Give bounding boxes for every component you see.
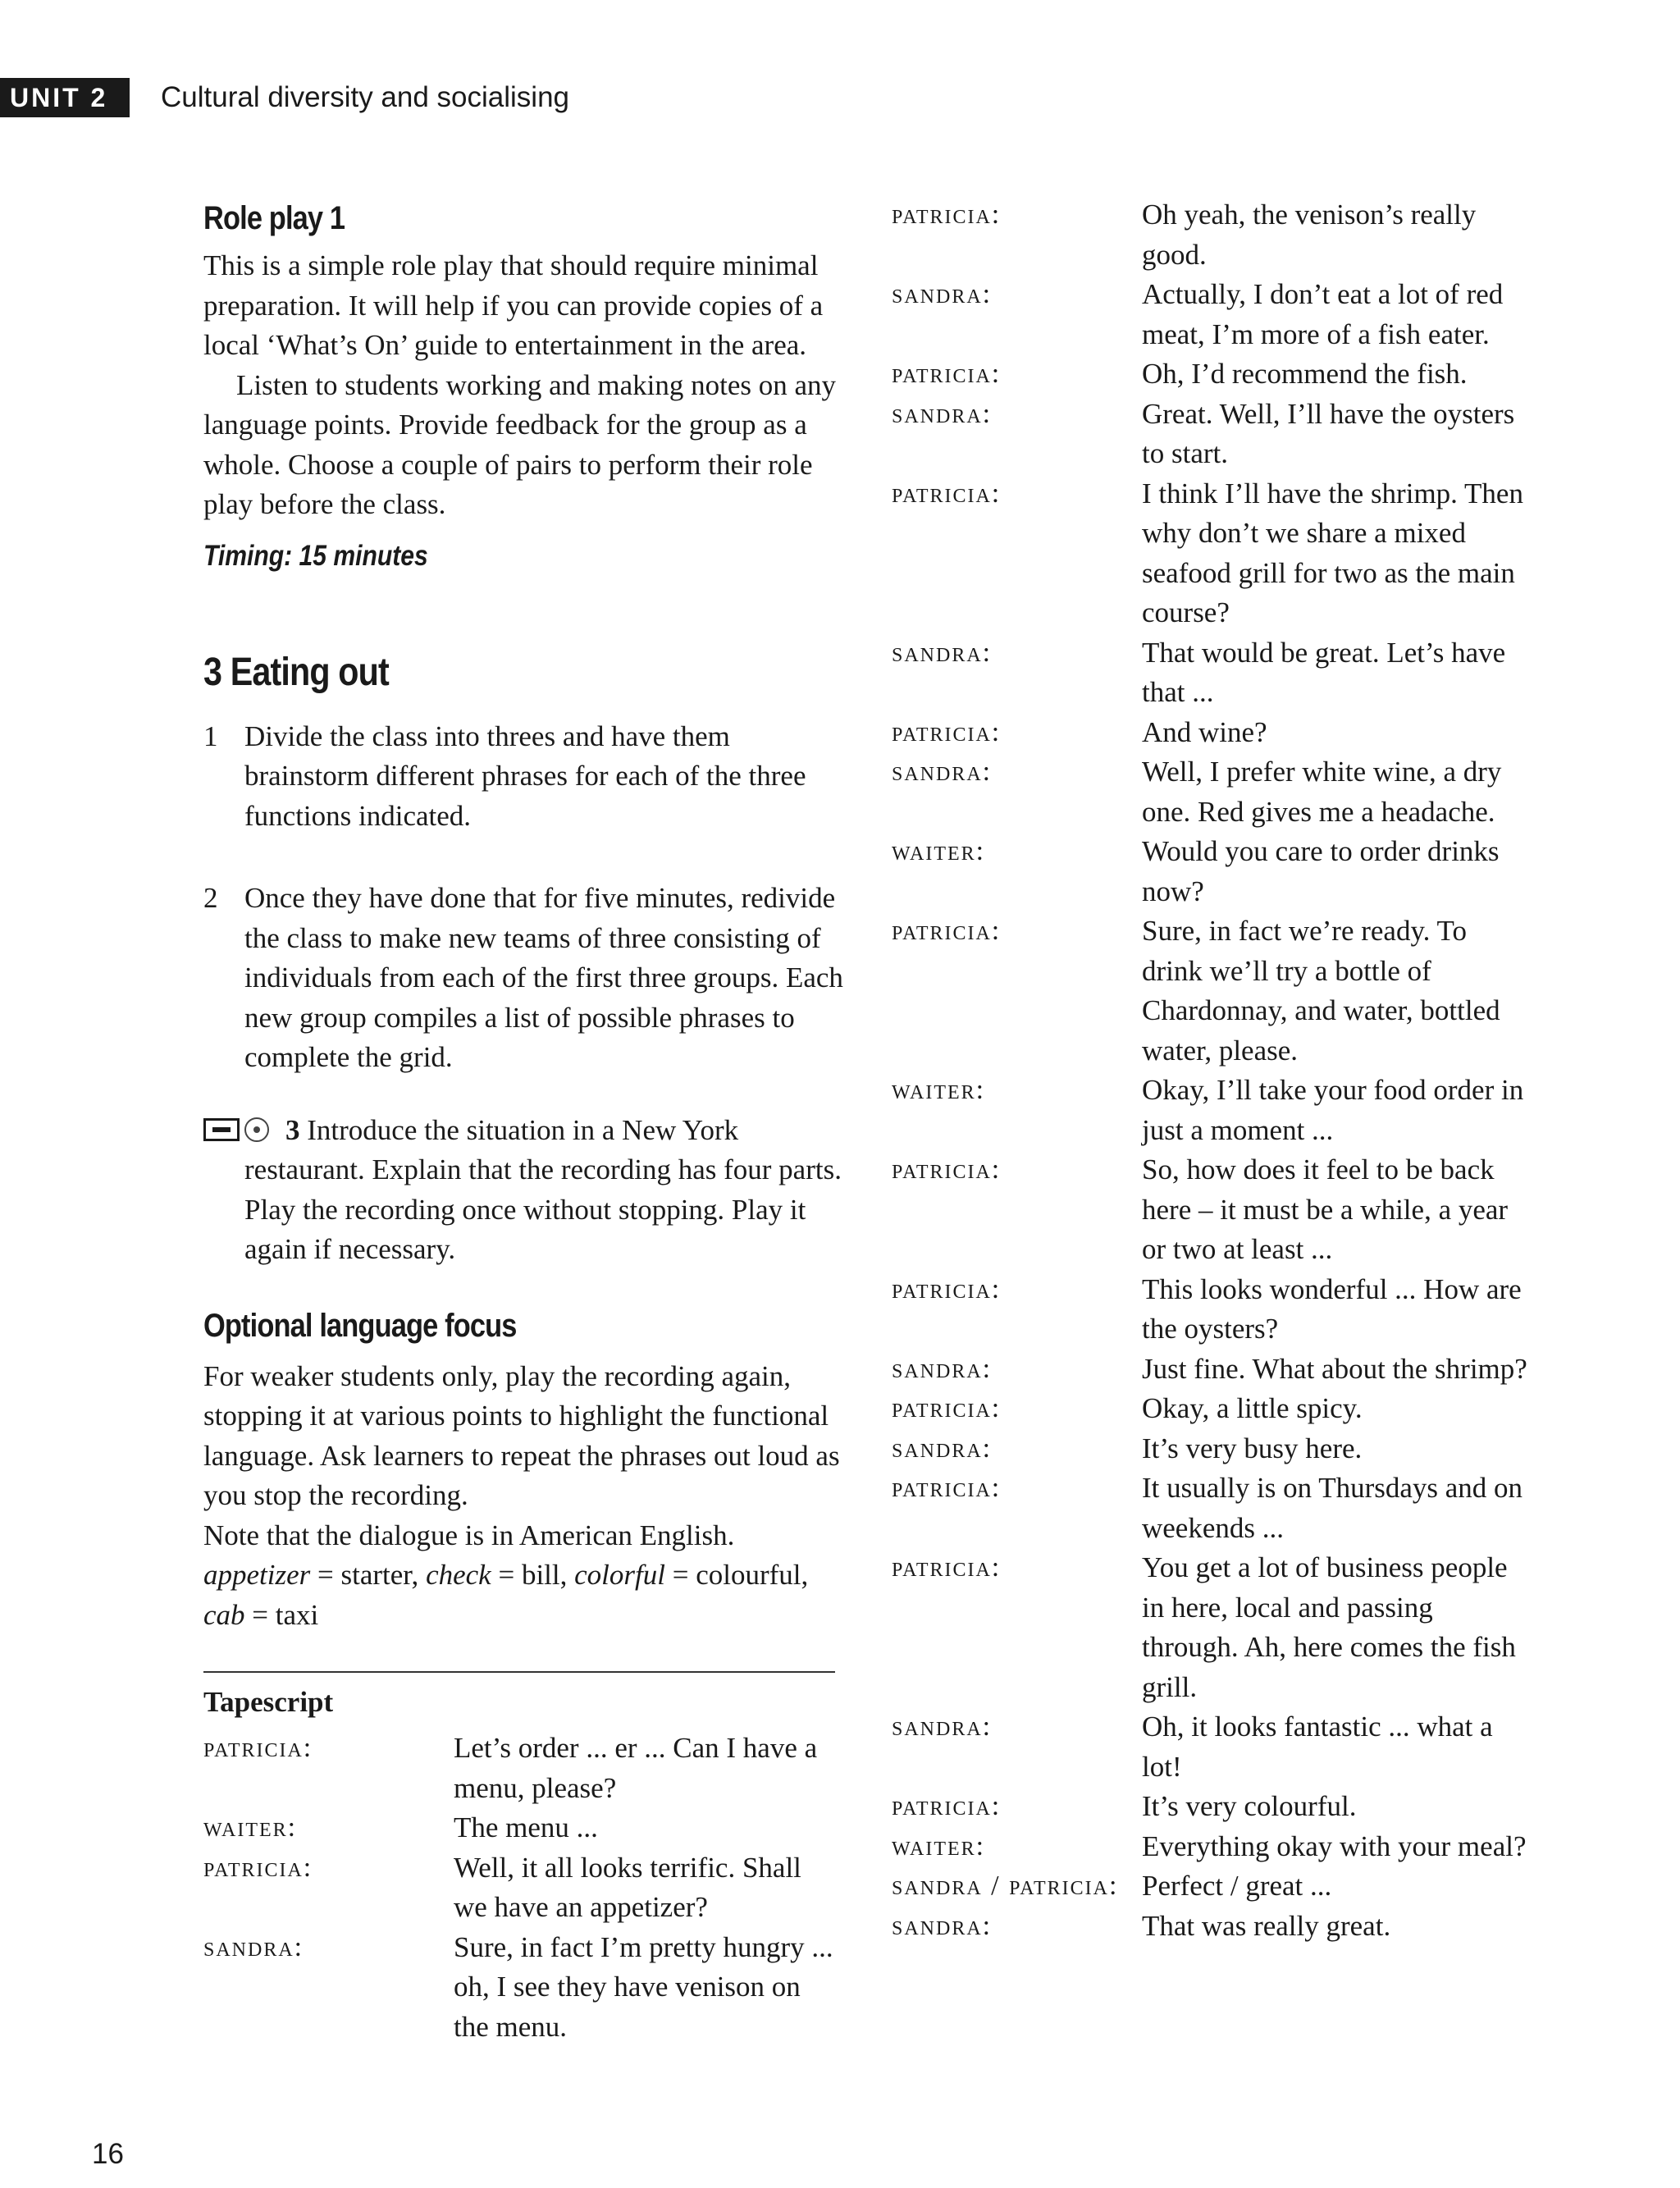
dialogue-line: I think I’ll have the shrimp. Then why don’t we share a mixed seafood grill for two as the main course? [1142, 477, 1523, 628]
dialogue-line: Perfect / great ... [1142, 1870, 1332, 1902]
speaker-name: patricia: [203, 1852, 313, 1883]
instruction-number: 3 [285, 1113, 300, 1146]
dialogue-line: You get a lot of business people in here, local and passing through. Ah, here comes the fish grill. [1142, 1551, 1516, 1703]
dialogue-line: Well, it all looks terrific. Shall we have an appetizer? [454, 1851, 801, 1923]
instruction-text: Once they have done that for five minutes, redivide the class to make new teams of three consisting of individuals from each of the first three groups. Each new group compiles a list of possible phrases to complete the grid. [244, 882, 843, 1073]
speaker-name: sandra: [892, 637, 993, 668]
dialogue-line: Okay, I’ll take your food order in just a moment ... [1142, 1074, 1524, 1146]
speaker-name: sandra: [892, 756, 993, 787]
dialogue-line: Just fine. What about the shrimp? [1142, 1352, 1527, 1385]
instruction-item-1 [203, 717, 843, 837]
dialogue-line: It’s very busy here. [1142, 1432, 1363, 1464]
dialogue-line: Sure, in fact I’m pretty hungry ... oh, I see they have venison on the menu. [454, 1930, 833, 2043]
role-play-timing: Timing: 15 minutes [203, 539, 428, 572]
language-focus-heading: Optional language focus [203, 1307, 517, 1344]
dialogue-line: It’s very colourful. [1142, 1790, 1357, 1822]
speaker-name: sandra: [892, 398, 993, 429]
speaker-name: sandra: [892, 279, 993, 309]
vocab-us-term: check [426, 1559, 491, 1591]
dialogue-line: Sure, in fact we’re ready. To drink we’ll try a bottle of Chardonnay, and water, bottled water, please. [1142, 915, 1500, 1067]
speaker-name: waiter: [892, 1830, 986, 1861]
dialogue-line: That was really great. [1142, 1909, 1391, 1942]
speaker-name: waiter: [203, 1812, 298, 1843]
instruction-number: 2 [203, 882, 218, 914]
language-focus-text: For weaker students only, play the recording again, stopping it at various points to highlight the functional language. Ask learners to repeat the phrases out loud as you stop the recording. [203, 1359, 840, 1511]
language-focus-note: Note that the dialogue is in American English. [203, 1519, 735, 1551]
right-column [892, 195, 1532, 1946]
dialogue-line: Oh, it looks fantastic ... what a lot! [1142, 1711, 1493, 1783]
vocab-us-term: colorful [574, 1559, 665, 1591]
dialogue-line: Great. Well, I’ll have the oysters to start. [1142, 397, 1515, 469]
dialogue-line: And wine? [1142, 715, 1267, 748]
dialogue-line: It usually is on Thursdays and on weekends ... [1142, 1472, 1523, 1544]
speaker-name: waiter: [892, 1075, 986, 1105]
vocab-uk-term: = taxi [244, 1598, 319, 1631]
speaker-name: patricia: [892, 716, 1002, 747]
page-number: 16 [92, 2138, 124, 2170]
speaker-name: patricia: [892, 359, 1002, 389]
instruction-text: Divide the class into threes and have them brainstorm different phrases for each of the three functions indicated. [244, 719, 806, 832]
speaker-name: patricia: [892, 1473, 1002, 1503]
divider [203, 1671, 835, 1673]
dialogue-line: Everything okay with your meal? [1142, 1829, 1527, 1862]
instruction-item-2 [203, 879, 843, 1078]
dialogue-line: Oh, I’d recommend the fish. [1142, 358, 1468, 390]
section-heading-eating-out: 3 Eating out [203, 650, 389, 694]
speaker-name: patricia: [203, 1733, 313, 1763]
vocab-us-term: cab [203, 1598, 245, 1631]
dialogue-line: This looks wonderful ... How are the oysters? [1142, 1272, 1522, 1345]
dialogue-line: Okay, a little spicy. [1142, 1392, 1363, 1424]
vocab-us-term: appetizer [203, 1559, 311, 1591]
audio-icons [203, 1117, 269, 1142]
vocab-uk-term: = colourful, [664, 1559, 809, 1591]
speaker-name: patricia: [892, 1273, 1002, 1304]
unit-title: Cultural diversity and socialising [161, 81, 569, 113]
speaker-name: patricia: [892, 916, 1002, 946]
tapescript-heading: Tapescript [203, 1686, 334, 1718]
cd-icon [244, 1117, 269, 1142]
speaker-name: patricia: [892, 1154, 1002, 1185]
vocab-uk-term: = bill, [491, 1559, 575, 1591]
dialogue-line: Actually, I don’t eat a lot of red meat, I’m more of a fish eater. [1142, 278, 1504, 350]
dialogue-line: The menu ... [454, 1811, 598, 1843]
speaker-name: patricia: [892, 199, 1002, 230]
role-play-paragraph-2: Listen to students working and making notes on any language points. Provide feedback for the group as a whole. Choose a couple of pairs to perform their role play before the class. [203, 368, 837, 520]
dialogue-line: Would you care to order drinks now? [1142, 835, 1500, 907]
unit-label: UNIT 2 [0, 78, 130, 117]
tapescript-right [892, 195, 1532, 1946]
role-play-paragraph-1: This is a simple role play that should require minimal preparation. It will help if you can provide copies of a local ‘What’s On’ guide to entertainment in the area. [203, 249, 824, 361]
speaker-name: patricia: [892, 1791, 1002, 1821]
speaker-name: patricia: [892, 477, 1002, 509]
speaker-name: sandra: [892, 1432, 993, 1464]
speaker-name: sandra / patricia: [892, 1871, 1119, 1901]
speaker-name: sandra: [892, 1910, 993, 1941]
speaker-name: sandra: [892, 1711, 993, 1742]
speaker-name: patricia: [892, 1552, 1002, 1583]
dialogue-line: Well, I prefer white wine, a dry one. Red gives me a headache. [1142, 756, 1502, 828]
cassette-icon [203, 1118, 240, 1141]
speaker-name: patricia: [892, 1393, 1002, 1423]
dialogue-line: That would be great. Let’s have that ... [1142, 636, 1506, 708]
dialogue-line: Oh yeah, the venison’s really good. [1142, 199, 1477, 271]
left-column [203, 195, 843, 2047]
speaker-name: waiter: [892, 836, 986, 866]
tapescript-left [203, 1729, 843, 2047]
instruction-text: Introduce the situation in a New York restaurant. Explain that the recording has four parts. Play the recording once without stopping. Play it again if necessary. [244, 1113, 842, 1265]
vocab-list [203, 1555, 843, 1635]
dialogue-line: So, how does it feel to be back here – it must be a while, a year or two at least ... [1142, 1153, 1509, 1265]
dialogue-line: Let’s order ... er ... Can I have a menu, please? [454, 1732, 818, 1804]
instruction-item-3 [203, 1111, 843, 1270]
speaker-name: sandra: [892, 1353, 993, 1384]
speaker-name: sandra: [203, 1931, 304, 1962]
vocab-uk-term: = starter, [310, 1559, 427, 1591]
instruction-number: 1 [203, 719, 218, 752]
role-play-heading: Role play 1 [203, 200, 345, 236]
